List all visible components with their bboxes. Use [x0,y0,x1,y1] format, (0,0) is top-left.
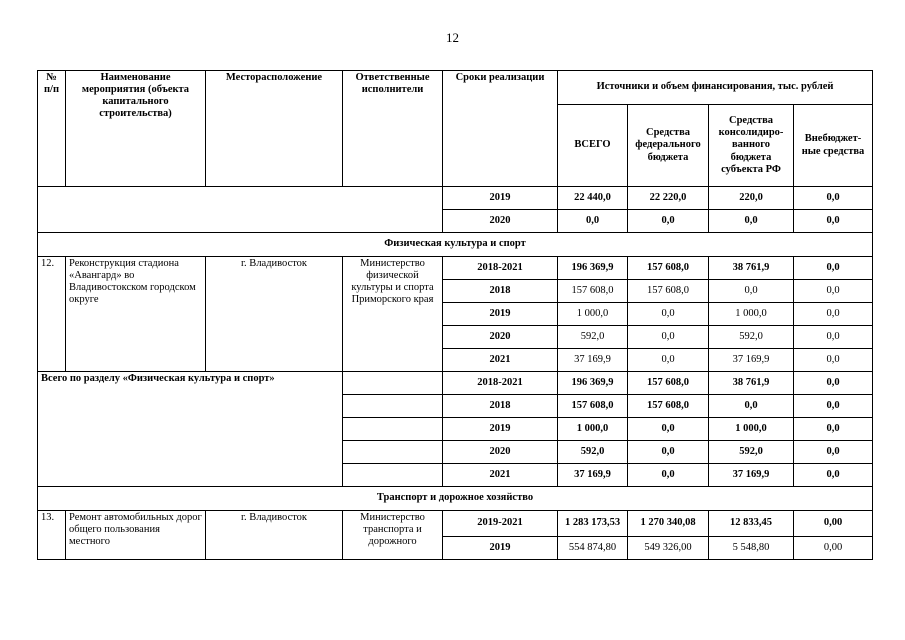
federal-cell: 0,0 [628,326,709,349]
continuation-cell [38,187,443,233]
extra-cell: 0,0 [794,187,873,210]
federal-cell: 157 608,0 [628,372,709,395]
term-cell: 2018 [443,395,558,418]
total-cell: 37 169,9 [558,349,628,372]
term-cell: 2021 [443,349,558,372]
term-cell: 2019 [443,187,558,210]
col-regional-header: Средства консолидиро-ванного бюджета субъекта РФ [709,105,794,187]
page-number: 12 [446,30,459,45]
federal-cell: 0,0 [628,349,709,372]
regional-cell: 37 169,9 [709,464,794,487]
extra-cell: 0,0 [794,349,873,372]
term-cell: 2019 [443,303,558,326]
col-location-header: Месторасположение [206,71,343,187]
total-cell: 592,0 [558,326,628,349]
col-federal-header: Средства федерального бюджета [628,105,709,187]
regional-cell: 5 548,80 [709,537,794,560]
regional-cell: 38 761,9 [709,257,794,280]
financing-table [37,70,873,560]
col-extra-header: Внебюджет-ные средства [794,105,873,187]
empty-cell [343,418,443,441]
extra-cell: 0,0 [794,210,873,233]
col-funding-header: Источники и объем финансирования, тыс. рублей [558,71,873,105]
empty-cell [343,372,443,395]
regional-cell: 592,0 [709,441,794,464]
item-number: 13. [38,511,66,560]
extra-cell: 0,00 [794,537,873,560]
regional-cell: 38 761,9 [709,372,794,395]
col-name-header: Наименование мероприятия (объекта капитального строительства) [66,71,206,187]
extra-cell: 0,0 [794,280,873,303]
regional-cell: 0,0 [709,395,794,418]
section-title: Транспорт и дорожное хозяйство [38,487,873,511]
total-cell: 1 000,0 [558,303,628,326]
federal-cell: 549 326,00 [628,537,709,560]
term-cell: 2019 [443,537,558,560]
total-cell: 1 000,0 [558,418,628,441]
total-cell: 554 874,80 [558,537,628,560]
term-cell: 2018-2021 [443,257,558,280]
total-cell: 196 369,9 [558,372,628,395]
extra-cell: 0,0 [794,257,873,280]
term-cell: 2021 [443,464,558,487]
section-header-row [38,487,873,511]
regional-cell: 220,0 [709,187,794,210]
total-cell: 1 283 173,53 [558,511,628,537]
federal-cell: 157 608,0 [628,280,709,303]
table-row [38,511,873,537]
item-name: Ремонт автомобильных дорог общего пользования местного [66,511,206,560]
item-location: г. Владивосток [206,257,343,372]
extra-cell: 0,0 [794,372,873,395]
regional-cell: 592,0 [709,326,794,349]
section-header-row [38,233,873,257]
term-cell: 2018-2021 [443,372,558,395]
term-cell: 2019-2021 [443,511,558,537]
col-term-header: Сроки реализации [443,71,558,187]
section-total-label: Всего по разделу «Физическая культура и спорт» [38,372,343,487]
extra-cell: 0,0 [794,464,873,487]
regional-cell: 37 169,9 [709,349,794,372]
term-cell: 2020 [443,326,558,349]
federal-cell: 0,0 [628,210,709,233]
regional-cell: 0,0 [709,280,794,303]
total-cell: 0,0 [558,210,628,233]
regional-cell: 1 000,0 [709,303,794,326]
federal-cell: 0,0 [628,464,709,487]
item-location: г. Владивосток [206,511,343,560]
item-name: Реконструкция стадиона «Авангард» во Владивостокском городском округе [66,257,206,372]
total-cell: 157 608,0 [558,395,628,418]
extra-cell: 0,0 [794,418,873,441]
empty-cell [343,395,443,418]
federal-cell: 0,0 [628,441,709,464]
regional-cell: 0,0 [709,210,794,233]
empty-cell [343,464,443,487]
term-cell: 2019 [443,418,558,441]
item-responsible: Министерство физической культуры и спорта Приморского края [343,257,443,372]
extra-cell: 0,0 [794,395,873,418]
table-row [38,257,873,280]
regional-cell: 12 833,45 [709,511,794,537]
empty-cell [343,441,443,464]
header-row [38,71,873,105]
term-cell: 2020 [443,210,558,233]
extra-cell: 0,0 [794,303,873,326]
extra-cell: 0,00 [794,511,873,537]
term-cell: 2020 [443,441,558,464]
extra-cell: 0,0 [794,326,873,349]
col-responsible-header: Ответственные исполнители [343,71,443,187]
federal-cell: 157 608,0 [628,257,709,280]
col-no-header: № п/п [38,71,66,187]
total-cell: 37 169,9 [558,464,628,487]
total-cell: 22 440,0 [558,187,628,210]
federal-cell: 22 220,0 [628,187,709,210]
total-cell: 196 369,9 [558,257,628,280]
item-number: 12. [38,257,66,372]
federal-cell: 1 270 340,08 [628,511,709,537]
col-total-header: ВСЕГО [558,105,628,187]
federal-cell: 0,0 [628,303,709,326]
term-cell: 2018 [443,280,558,303]
table-row [38,372,873,395]
item-responsible: Министерство транспорта и дорожного [343,511,443,560]
federal-cell: 157 608,0 [628,395,709,418]
total-cell: 157 608,0 [558,280,628,303]
regional-cell: 1 000,0 [709,418,794,441]
total-cell: 592,0 [558,441,628,464]
federal-cell: 0,0 [628,418,709,441]
table-row [38,187,873,210]
extra-cell: 0,0 [794,441,873,464]
section-title: Физическая культура и спорт [38,233,873,257]
